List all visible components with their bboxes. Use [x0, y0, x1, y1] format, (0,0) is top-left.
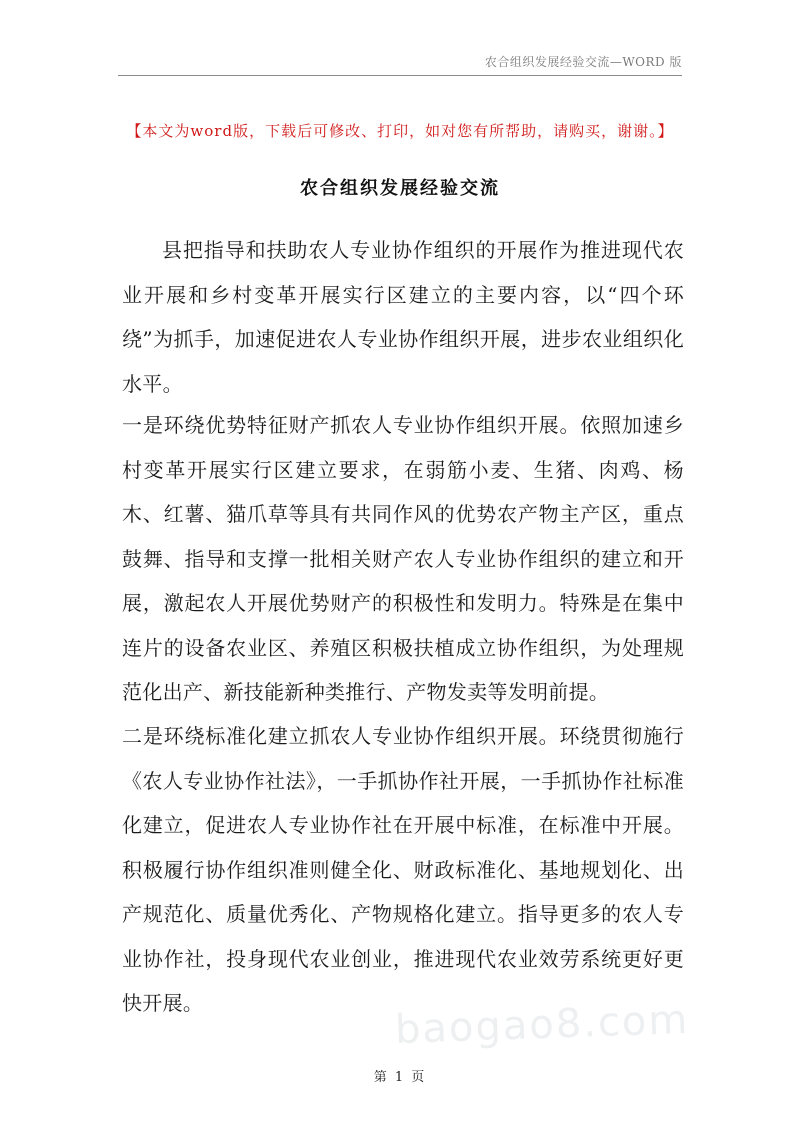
header-divider: [118, 75, 682, 76]
paragraph-first-point: 一是环绕优势特征财产抓农人专业协作组织开展。依照加速乡村变革开展实行区建立要求，在弱筋小麦、生猪、肉鸡、杨木、红薯、猫爪草等具有共同作风的优势农产物主产区，重点鼓舞、指导和支撑一批相关财产农人专业协作组织的建立和开展，激起农人开展优势财产的积极性和发明力。特殊是在集中连片的设备农业区、养殖区积极扶植成立协作组织，为处理规范化出产、新技能新种类推行、产物发卖等发明前提。: [122, 413, 684, 704]
document-title: 农合组织发展经验交流: [300, 178, 500, 199]
paragraph-second-point: 二是环绕标准化建立抓农人专业协作组织开展。环绕贯彻施行《农人专业协作社法》，一手抓协作社开展，一手抓协作社标准化建立，促进农人专业协作社在开展中标准，在标准中开展。积极履行协作组织准则健全化、财政标准化、基地规划化、出产规范化、质量优秀化、产物规格化建立。指导更多的农人专业协作社，投身现代农业创业，推进现代农业效劳系统更好更快开展。: [122, 724, 684, 1015]
paragraph-intro: 县把指导和扶助农人专业协作组织的开展作为推进现代农业开展和乡村变革开展实行区建立的主要内容，以“四个环绕”为抓手，加速促进农人专业协作组织开展，进步农业组织化水平。: [122, 238, 684, 396]
download-notice: 【本文为word版，下载后可修改、打印，如对您有所帮助，请购买，谢谢。】: [126, 122, 674, 140]
watermark: baogao8.com: [394, 996, 691, 1054]
running-header: 农合组织发展经验交流—WORD 版: [484, 55, 682, 69]
page-number: 第 1 页: [373, 1070, 427, 1085]
